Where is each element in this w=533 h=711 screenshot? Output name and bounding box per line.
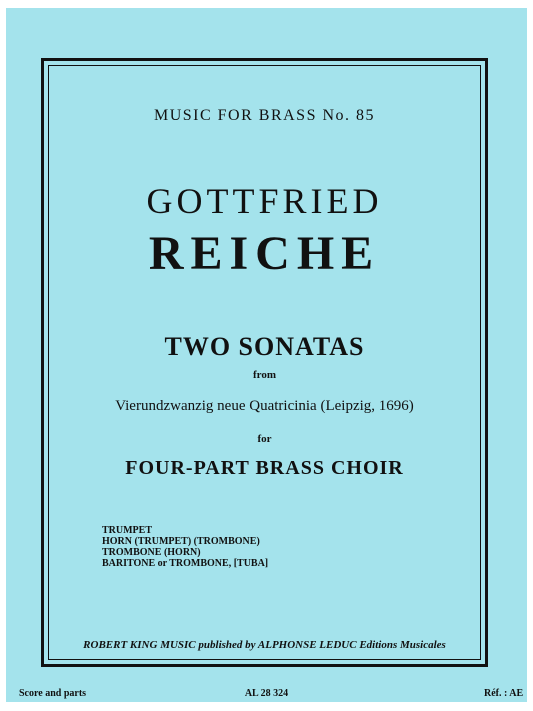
instrument-item: TROMBONE (HORN) [102, 547, 201, 558]
ensemble-title: FOUR-PART BRASS CHOIR [125, 457, 404, 479]
work-title: TWO SONATAS [164, 332, 365, 361]
source-title: Vierundzwanzig neue Quatricinia (Leipzig, 1696) [115, 398, 414, 414]
composer-first-name: GOTTFRIED [146, 181, 383, 221]
catalog-number: AL 28 324 [244, 688, 289, 699]
composer-last-name: REICHE [148, 227, 381, 280]
cover-frame-inner [48, 65, 481, 660]
cover-frame [41, 58, 488, 667]
from-label: from [252, 369, 276, 381]
instrument-item: HORN (TRUMPET) (TROMBONE) [102, 536, 260, 547]
instrument-item: BARITONE or TROMBONE, [TUBA] [102, 558, 269, 569]
publisher-line: ROBERT KING MUSIC published by ALPHONSE LEDUC Editions Musicales [83, 639, 446, 651]
reference-code: Réf. : AE [484, 688, 524, 699]
instrument-item: TRUMPET [102, 525, 152, 536]
instrument-list [102, 525, 268, 569]
series-title: MUSIC FOR BRASS No. 85 [153, 107, 376, 124]
format-label: Score and parts [19, 688, 87, 699]
for-label: for [257, 433, 272, 445]
cover-page [6, 8, 527, 702]
